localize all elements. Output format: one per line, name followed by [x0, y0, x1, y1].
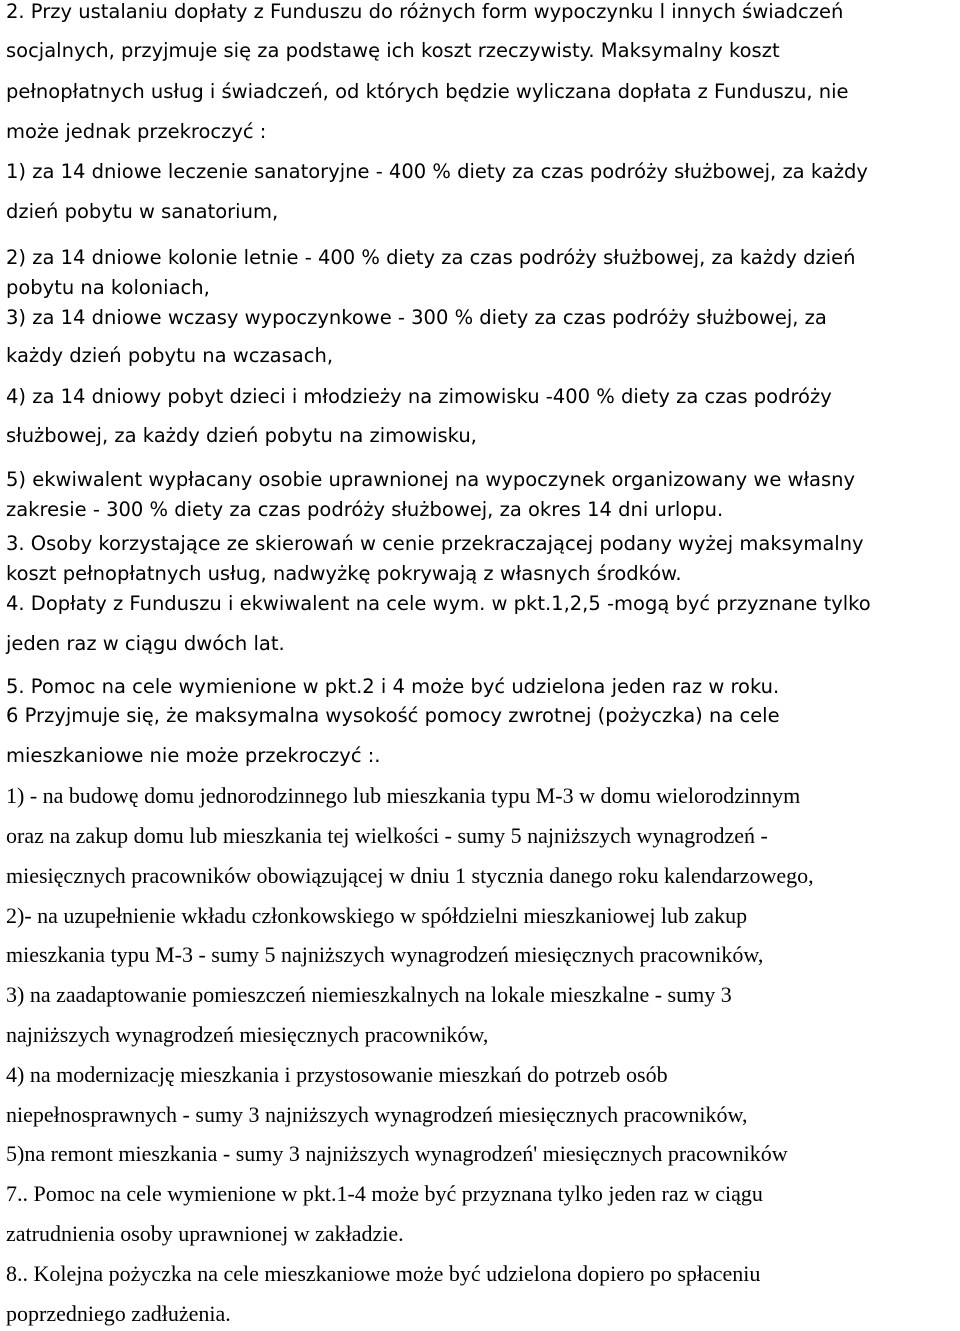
text-line: 1) - na budowę domu jednorodzinnego lub mieszkania typu M-3 w domu wielorodzinnym: [6, 783, 801, 808]
text-line: 5) ekwiwalent wypłacany osobie uprawnionej na wypoczynek organizowany we własny: [6, 468, 856, 491]
text-line: 2) za 14 dniowe kolonie letnie - 400 % diety za czas podróży służbowej, za każdy dzień: [6, 246, 856, 269]
text-line: koszt pełnopłatnych usług, nadwyżkę pokrywają z własnych środków.: [6, 562, 682, 585]
text-line: zatrudnienia osoby uprawnionej w zakładzie.: [6, 1221, 404, 1246]
text-line: może jednak przekroczyć :: [6, 120, 267, 143]
text-line: 2. Przy ustalaniu dopłaty z Funduszu do różnych form wypoczynku l innych świadczeń: [6, 0, 844, 23]
text-line: każdy dzień pobytu na wczasach,: [6, 344, 334, 367]
text-line: 4. Dopłaty z Funduszu i ekwiwalent na cele wym. w pkt.1,2,5 -mogą być przyznane tylko: [6, 592, 871, 615]
text-line: oraz na zakup domu lub mieszkania tej wielkości - sumy 5 najniższych wynagrodzeń -: [6, 823, 768, 848]
text-line: jeden raz w ciągu dwóch lat.: [6, 632, 285, 655]
text-line: 3) za 14 dniowe wczasy wypoczynkowe - 300 % diety za czas podróży służbowej, za: [6, 306, 827, 329]
text-line: niepełnosprawnych - sumy 3 najniższych wynagrodzeń miesięcznych pracowników,: [6, 1102, 748, 1127]
text-line: 4) za 14 dniowy pobyt dzieci i młodzieży na zimowisku -400 % diety za czas podróży: [6, 385, 832, 408]
text-line: pobytu na koloniach,: [6, 276, 210, 299]
text-line: dzień pobytu w sanatorium,: [6, 200, 279, 223]
text-line: poprzedniego zadłużenia.: [6, 1301, 231, 1326]
text-line: mieszkaniowe nie może przekroczyć :.: [6, 744, 381, 767]
text-line: 4) na modernizację mieszkania i przystosowanie mieszkań do potrzeb osób: [6, 1062, 668, 1087]
text-line: pełnopłatnych usług i świadczeń, od których będzie wyliczana dopłata z Funduszu, nie: [6, 80, 849, 103]
text-line: 3. Osoby korzystające ze skierowań w cenie przekraczającej podany wyżej maksymalny: [6, 532, 864, 555]
text-line: 2)- na uzupełnienie wkładu członkowskiego w spółdzielni mieszkaniowej lub zakup: [6, 903, 748, 928]
text-line: 5. Pomoc na cele wymienione w pkt.2 i 4 może być udzielona jeden raz w roku.: [6, 675, 780, 698]
text-line: 6 Przyjmuje się, że maksymalna wysokość pomocy zwrotnej (pożyczka) na cele: [6, 704, 780, 727]
text-line: najniższych wynagrodzeń miesięcznych pracowników,: [6, 1022, 489, 1047]
text-line: mieszkania typu M-3 - sumy 5 najniższych wynagrodzeń miesięcznych pracowników,: [6, 942, 764, 967]
text-line: socjalnych, przyjmuje się za podstawę ich koszt rzeczywisty. Maksymalny koszt: [6, 39, 780, 62]
text-line: służbowej, za każdy dzień pobytu na zimowisku,: [6, 424, 477, 447]
text-line: 8.. Kolejna pożyczka na cele mieszkaniowe może być udzielona dopiero po spłaceniu: [6, 1261, 761, 1286]
text-line: 1) za 14 dniowe leczenie sanatoryjne - 400 % diety za czas podróży służbowej, za każdy: [6, 160, 868, 183]
text-line: miesięcznych pracowników obowiązującej w dniu 1 stycznia danego roku kalendarzowego,: [6, 863, 814, 888]
text-line: zakresie - 300 % diety za czas podróży służbowej, za okres 14 dni urlopu.: [6, 498, 724, 521]
text-line: 5)na remont mieszkania - sumy 3 najniższych wynagrodzeń' miesięcznych pracowników: [6, 1141, 788, 1166]
text-line: 3) na zaadaptowanie pomieszczeń niemieszkalnych na lokale mieszkalne - sumy 3: [6, 982, 732, 1007]
text-line: 7.. Pomoc na cele wymienione w pkt.1-4 może być przyznana tylko jeden raz w ciągu: [6, 1181, 763, 1206]
